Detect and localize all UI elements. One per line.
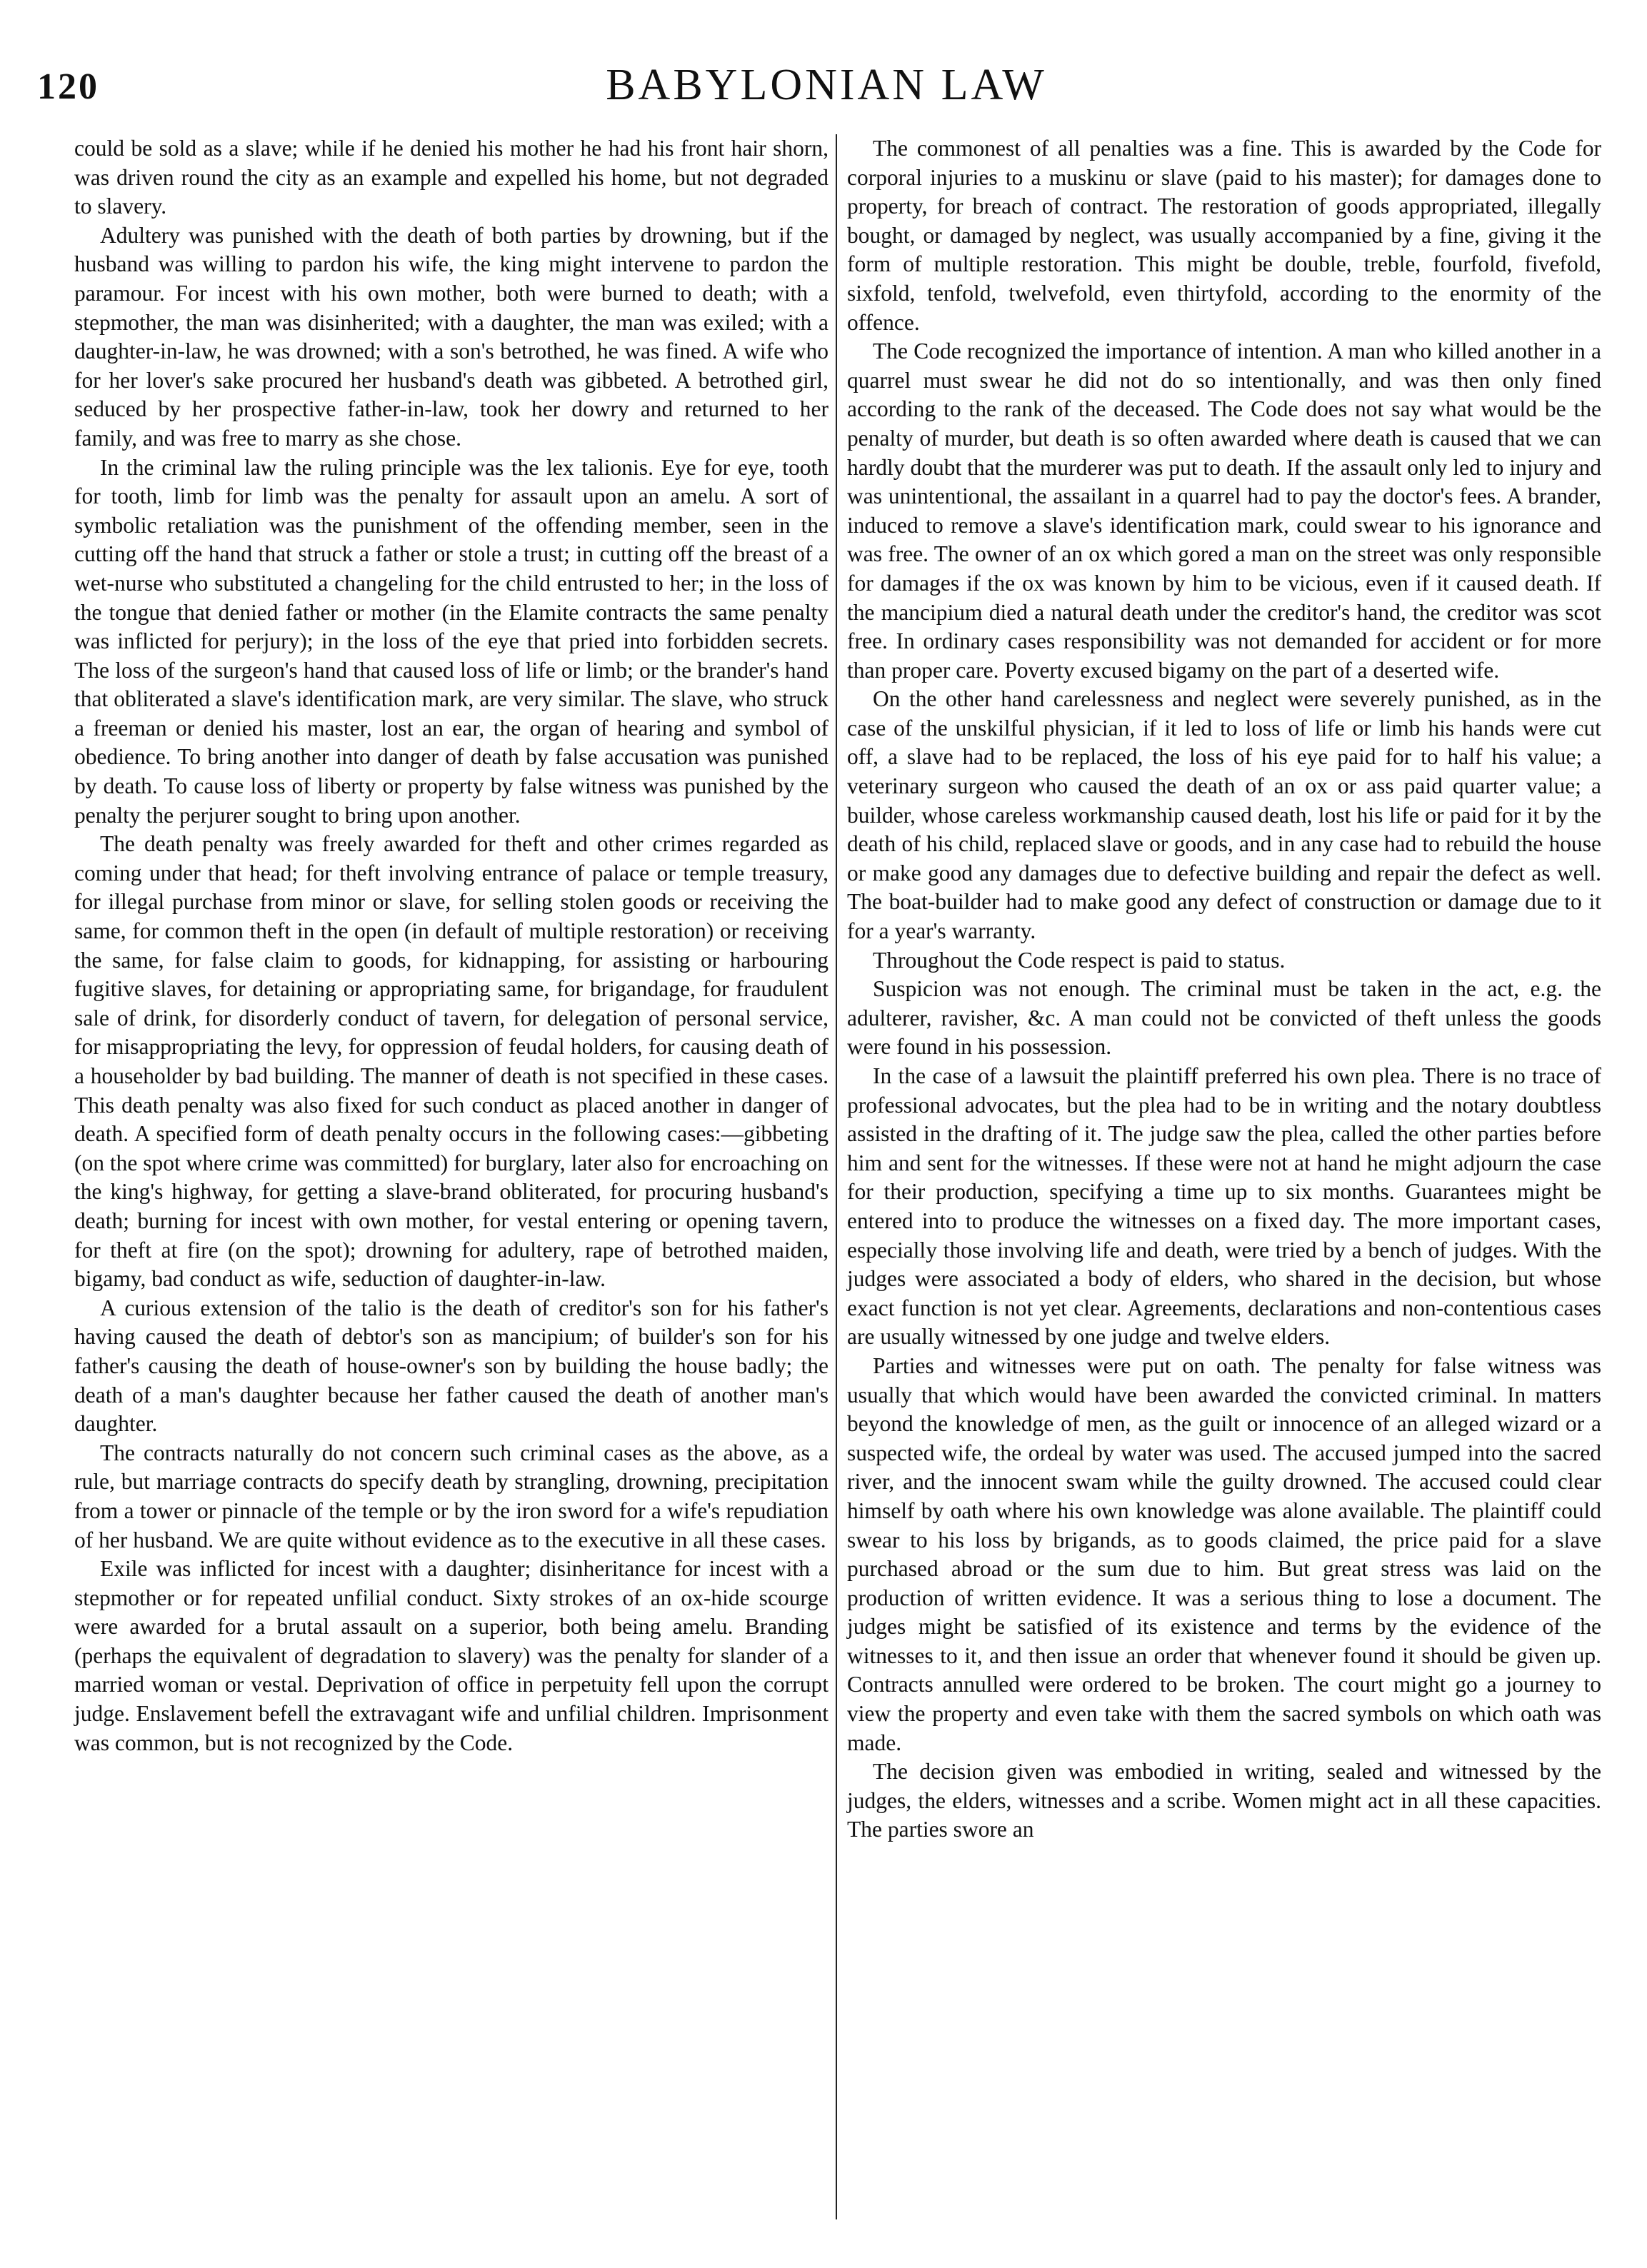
column-divider bbox=[836, 134, 837, 2219]
paragraph: The contracts naturally do not concern such criminal cases as the above, as a rule, but marriage contracts do specify death by strangling, drowning, precipitation from a tower or pinnacle of the temple or by the iron sword for a wife's repudiation of her husband. We are quite without evidence as to the executive in all these cases. bbox=[74, 1440, 828, 1552]
paragraph: Throughout the Code respect is paid to status. bbox=[873, 947, 1286, 973]
paragraph: The Code recognized the importance of intention. A man who killed another in a quarrel must swear he did not do so intentionally, and was then only fined according to the rank of the deceased. The Code does not say what would be the penalty of murder, but death is so often awarded where death is caused that we can hardly doubt that the murderer was put to death. If the assault only led to injury and was unintentional, the assailant in a quarrel had to pay the doctor's fees. A brander, induced to remove a slave's identification mark, could swear to his ignorance and was free. The owner of an ox which gored a man on the street was only responsible for damages if the ox was known by him to be vicious, even if it caused death. If the mancipium died a natural death under the creditor's hand, the creditor was scot free. In ordinary cases responsibility was not demanded for accident or for more than proper care. Poverty excused bigamy on the part of a deserted wife. bbox=[847, 338, 1601, 683]
paragraph: Adultery was punished with the death of both parties by drowning, but if the husband was willing to pardon his wife, the king might intervene to pardon the paramour. For incest with his own mother, both were burned to death; with a stepmother, the man was disinherited; with a daughter, the man was exiled; with a daughter-in-law, he was drowned; with a son's betrothed, he was fined. A wife who for her lover's sake procured her husband's death was gibbeted. A betrothed girl, seduced by her prospective father-in-law, took her dowry and returned to her family, and was free to marry as she chose. bbox=[74, 222, 828, 451]
running-title: BABYLONIAN LAW bbox=[606, 61, 1047, 109]
paragraph: Exile was inflicted for incest with a daughter; disinheritance for incest with a stepmother or for repeated unfilial conduct. Sixty strokes of an ox-hide scourge were awarded for a brutal assault on a superior, both being amelu. Branding (perhaps the equivalent of degradation to slavery) was the penalty for slander of a married woman or vestal. Deprivation of office in perpetuity fell upon the corrupt judge. Enslavement befell the extravagant wife and unfilial children. Imprisonment was common, but is not recognized by the Code. bbox=[74, 1556, 828, 1755]
paragraph: On the other hand carelessness and neglect were severely punished, as in the case of the unskilful physician, if it led to loss of life or limb his hands were cut off, a slave had to be replaced, the loss of his eye paid for to half his value; a veterinary surgeon who caused the death of an ox or ass paid quarter value; a builder, whose careless workmanship caused death, lost his life or paid for it by the death of his child, replaced slave or goods, and in any case had to rebuild the house or make good any damages due to defective building and repair the defect as well. The boat-builder had to make good any defect of construction or damage due to it for a year's warranty. bbox=[847, 686, 1601, 944]
paragraph: In the case of a lawsuit the plaintiff preferred his own plea. There is no trace of professional advocates, but the plea had to be in writing and the notary doubtless assisted in the drafting of it. The judge saw the plea, called the other parties before him and sent for the witnesses. If these were not at hand he might adjourn the case for their production, specifying a time up to six months. Guarantees might be entered into to produce the witnesses on a fixed day. The more important cases, especially those involving life and death, were tried by a bench of judges. With the judges were associated a body of elders, who shared in the decision, but whose exact function is not yet clear. Agreements, declarations and non-contentious cases are usually witnessed by one judge and twelve elders. bbox=[847, 1063, 1601, 1350]
paragraph: The commonest of all penalties was a fine. This is awarded by the Code for corporal injuries to a muskinu or slave (paid to his master); for damages done to property, for breach of contract. The restoration of goods appropriated, illegally bought, or damaged by neglect, was usually accompanied by a fine, giving it the form of multiple restoration. This might be double, treble, fourfold, fivefold, sixfold, tenfold, twelvefold, even thirtyfold, according to the enormity of the offence. bbox=[847, 136, 1601, 335]
right-column bbox=[847, 134, 1601, 2234]
page-number: 120 bbox=[37, 66, 99, 107]
paragraph: The decision given was embodied in writing, sealed and witnessed by the judges, the elders, witnesses and a scribe. Women might act in all these capacities. The parties swore an bbox=[847, 1759, 1601, 1842]
paragraph: could be sold as a slave; while if he denied his mother he had his front hair shorn, was driven round the city as an example and expelled his home, but not degraded to slavery. bbox=[74, 136, 828, 219]
paragraph: Suspicion was not enough. The criminal must be taken in the act, e.g. the adulterer, ravisher, &c. A man could not be convicted of theft unless the goods were found in his possession. bbox=[847, 976, 1601, 1060]
paragraph: The death penalty was freely awarded for theft and other crimes regarded as coming under that head; for theft involving entrance of palace or temple treasury, for illegal purchase from minor or slave, for selling stolen goods or receiving the same, for common theft in the open (in default of multiple restoration) or receiving the same, for false claim to goods, for kidnapping, for assisting or harbouring fugitive slaves, for detaining or appropriating same, for brigandage, for fraudulent sale of drink, for disorderly conduct of tavern, for delegation of personal service, for misappropriating the levy, for oppression of feudal holders, for causing death of a householder by bad building. The manner of death is not specified in these cases. This death penalty was also fixed for such conduct as placed another in danger of death. A specified form of death penalty occurs in the following cases:—gibbeting (on the spot where crime was committed) for burglary, later also for encroaching on the king's highway, for getting a slave-brand obliterated, for procuring husband's death; burning for incest with own mother, for vestal entering or opening tavern, for theft at fire (on the spot); drowning for adultery, rape of betrothed maiden, bigamy, bad conduct as wife, seduction of daughter-in-law. bbox=[74, 831, 828, 1292]
left-column bbox=[74, 134, 828, 2234]
paragraph: Parties and witnesses were put on oath. The penalty for false witness was usually that which would have been awarded the convicted criminal. In matters beyond the knowledge of men, as the guilt or innocence of an alleged wizard or a suspected wife, the ordeal by water was used. The accused jumped into the sacred river, and the innocent swam while the guilty drowned. The accused could clear himself by oath where his own knowledge was alone available. The plaintiff could swear to his loss by brigands, as to goods claimed, the price paid for a slave purchased abroad or the sum due to him. But great stress was laid on the production of written evidence. It was a serious thing to lose a document. The judges might be satisfied of its existence and terms by the evidence of the witnesses to it, and then issue an order that whenever found it should be given up. Contracts annulled were ordered to be broken. The court might go a journey to view the property and even take with them the sacred symbols on which oath was made. bbox=[847, 1353, 1601, 1755]
paragraph: A curious extension of the talio is the death of creditor's son for his father's having caused the death of debtor's son as mancipium; of builder's son for his father's causing the death of house-owner's son by building the house badly; the death of a man's daughter because her father caused the death of another man's daughter. bbox=[74, 1295, 828, 1437]
page-header bbox=[37, 60, 1616, 117]
paragraph: In the criminal law the ruling principle was the lex talionis. Eye for eye, tooth for tooth, limb for limb was the penalty for assault upon an amelu. A sort of symbolic retaliation was the punishment of the offending member, seen in the cutting off the hand that struck a father or stole a trust; in cutting off the breast of a wet-nurse who substituted a changeling for the child entrusted to her; in the loss of the tongue that denied father or mother (in the Elamite contracts the same penalty was inflicted for perjury); in the loss of the eye that pried into forbidden secrets. The loss of the surgeon's hand that caused loss of life or limb; or the brander's hand that obliterated a slave's identification mark, are very similar. The slave, who struck a freeman or denied his master, lost an ear, the organ of hearing and symbol of obedience. To bring another into danger of death by false accusation was punished by death. To cause loss of liberty or property by false witness was punished by the penalty the perjurer sought to bring upon another. bbox=[74, 454, 828, 828]
